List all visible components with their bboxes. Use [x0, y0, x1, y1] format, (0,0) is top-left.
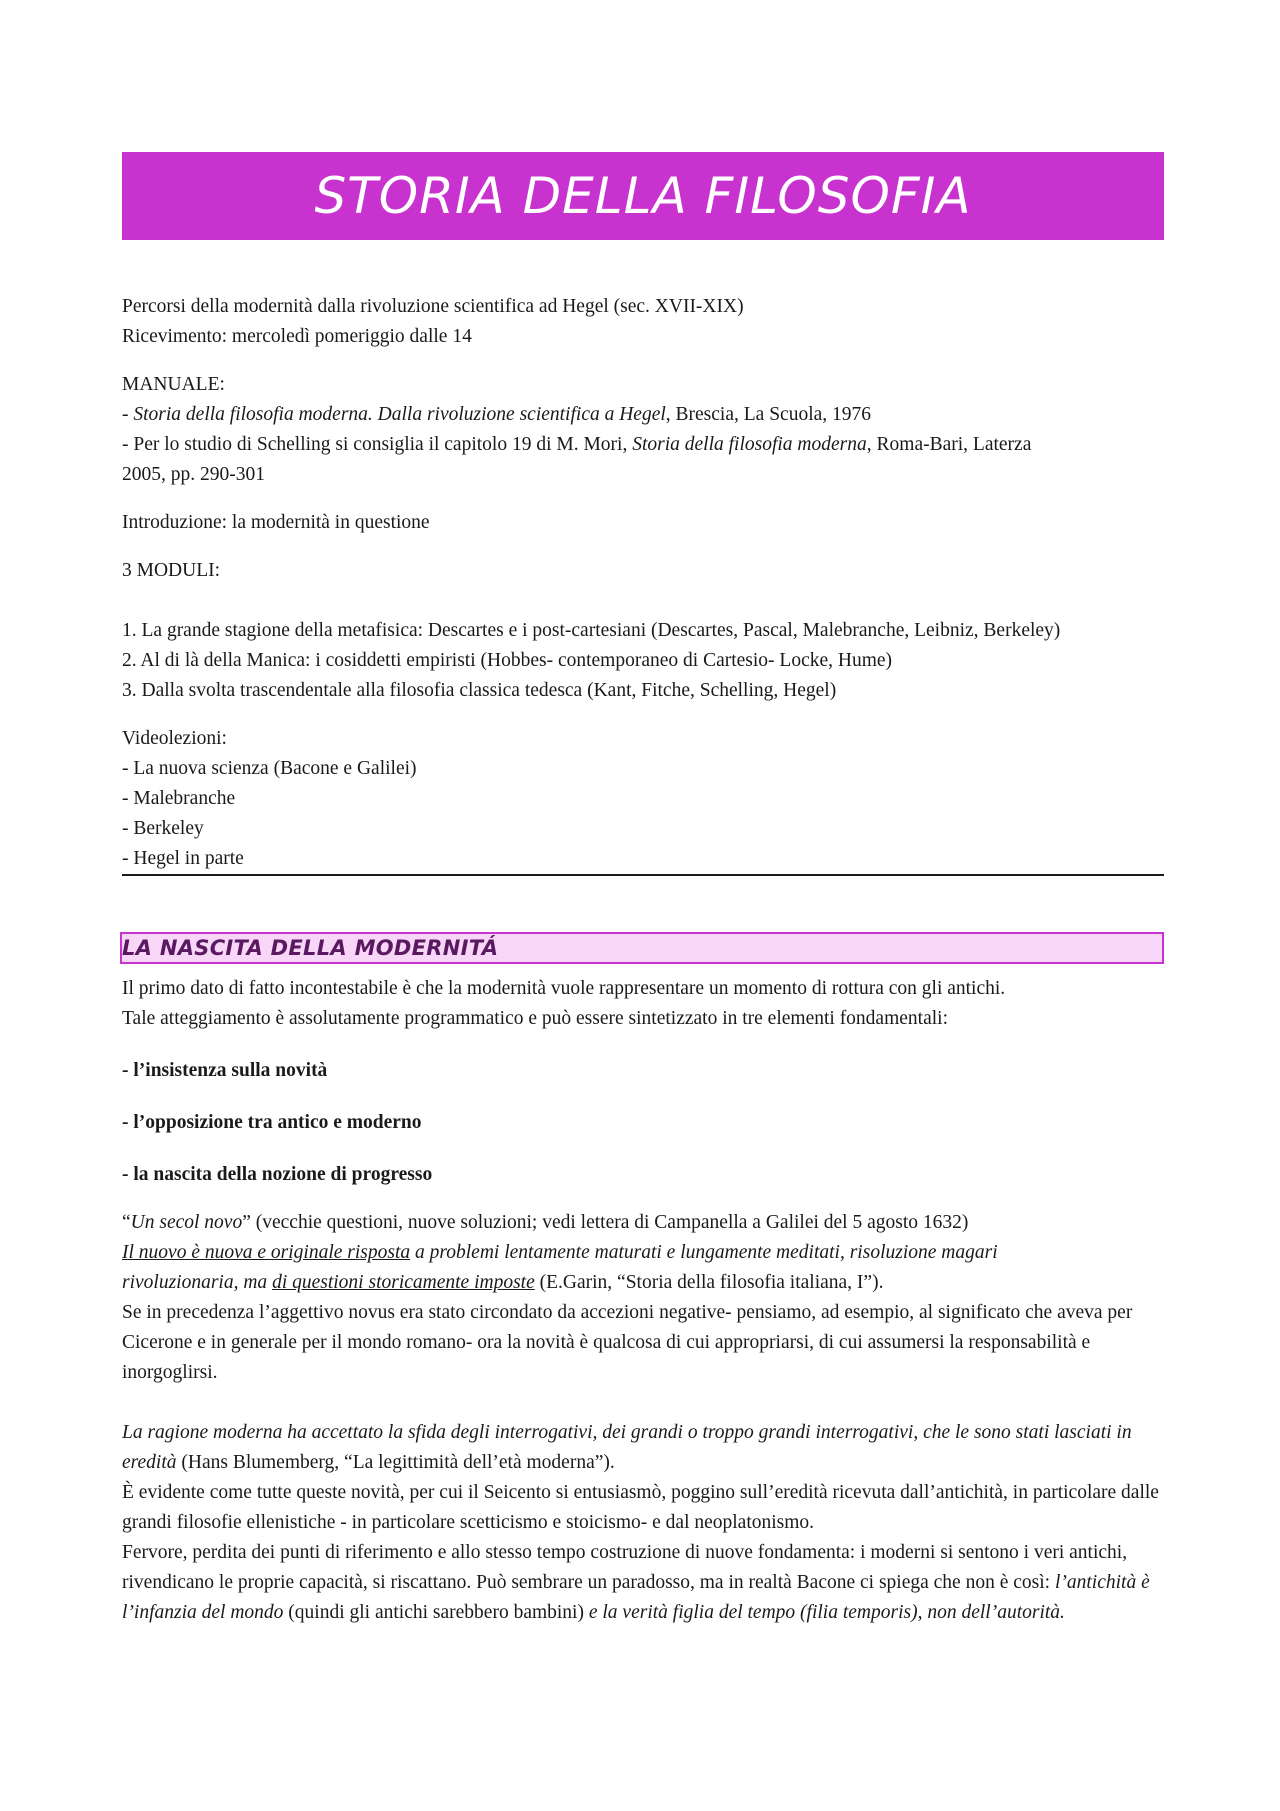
paragraph: È evidente come tutte queste novità, per cui il Seicento si entusiasmò, poggino sull’eredità ricevuta dall’antichità, in particolare dalle grandi filosofie ellenistiche - in particolare scetticismo e stoicismo- e dal neoplatonismo. [122, 1482, 1159, 1533]
intro-line: Percorsi della modernità dalla rivoluzione scientifica ad Hegel (sec. XVII-XIX) [122, 296, 744, 317]
quote: rivoluzionaria, ma [122, 1272, 273, 1293]
paragraph [122, 1418, 1164, 1478]
section-heading: LA NASCITA DELLA MODERNITÁ [122, 936, 499, 960]
modulo-item: 3. Dalla svolta trascendentale alla filosofia classica tedesca (Kant, Fitche, Schelling, Hegel) [122, 680, 837, 701]
paragraph [122, 1238, 1164, 1298]
paragraph [122, 1538, 1164, 1628]
intro-line: Ricevimento: mercoledì pomeriggio dalle 14 [122, 326, 472, 347]
quote: Un secol novo [130, 1212, 243, 1233]
manuale-item [122, 400, 1164, 430]
text-run: (E.Garin, “Storia della filosofia italiana, I”). [534, 1272, 884, 1293]
text-run: , Brescia, La Scuola, 1976 [665, 404, 872, 425]
paragraph [122, 1208, 1164, 1238]
text-run: 2005, pp. 290-301 [122, 464, 265, 485]
videolezione-item: - Malebranche [122, 788, 236, 809]
quote-underlined: di questioni storicamente imposte [272, 1272, 535, 1293]
text-run: , Roma-Bari, Laterza [866, 434, 1032, 455]
document-page [122, 152, 1164, 1628]
title-banner [122, 152, 1164, 240]
videolezione-item: - Berkeley [122, 818, 204, 839]
text-run: - Per lo studio di Schelling si consiglia il capitolo 19 di M. Mori, [122, 434, 633, 455]
book-title: Storia della filosofia moderna. Dalla rivoluzione scientifica a Hegel [133, 404, 666, 425]
quote: La ragione moderna ha accettato la sfida degli interrogativi, dei grandi o troppo grandi interrogativi, che le sono stati lasciati in eredità [122, 1422, 1132, 1473]
videolezione-item: - Hegel in parte [122, 848, 244, 869]
introduzione-line: Introduzione: la modernità in questione [122, 512, 430, 533]
book-title: Storia della filosofia moderna [632, 434, 867, 455]
key-point: - l’opposizione tra antico e moderno [122, 1112, 422, 1133]
document-title: STORIA DELLA FILOSOFIA [314, 167, 972, 225]
text-run: ” (vecchie questioni, nuove soluzioni; vedi lettera di Campanella a Galilei del 5 agosto 1632) [242, 1212, 969, 1233]
quote: l’antichità è l’infanzia del mondo [122, 1572, 1150, 1623]
paragraph: Tale atteggiamento è assolutamente programmatico e può essere sintetizzato in tre elementi fondamentali: [122, 1008, 948, 1029]
quote: a problemi lentamente maturati e lungamente meditati, risoluzione magari [410, 1242, 998, 1263]
videolezioni-block [122, 724, 1164, 876]
text-run: - [122, 404, 134, 425]
modulo-item: 2. Al di là della Manica: i cosiddetti empiristi (Hobbes- contemporaneo di Cartesio- Locke, Hume) [122, 650, 893, 671]
videolezione-item: - La nuova scienza (Bacone e Galilei) [122, 758, 417, 779]
text-run: (Hans Blumemberg, “La legittimità dell’età moderna”). [176, 1452, 615, 1473]
modulo-item: 1. La grande stagione della metafisica: Descartes e i post-cartesiani (Descartes, Pascal, Malebranche, Leibniz, Berkeley) [122, 620, 1061, 641]
key-point: - l’insistenza sulla novità [122, 1060, 328, 1081]
text-run: Fervore, perdita dei punti di riferimento e allo stesso tempo costruzione di nuove fondamenta: i moderni si sentono i veri antichi, rivendicano le proprie capacità, si riscattano. Può sembrare un paradosso, ma in realtà Bacone ci spiega che non è così: [122, 1542, 1128, 1593]
text-run: “ [122, 1212, 131, 1233]
paragraph: Il primo dato di fatto incontestabile è che la modernità vuole rappresentare un momento di rottura con gli antichi. [122, 978, 1006, 999]
manuale-item [122, 430, 1164, 490]
moduli-heading: 3 MODULI: [122, 560, 221, 581]
quote: e la verità figlia del tempo (filia temporis), non dell’autorità. [588, 1602, 1065, 1623]
key-point: - la nascita della nozione di progresso [122, 1164, 433, 1185]
manuale-heading: MANUALE: [122, 374, 225, 395]
videolezioni-heading: Videolezioni: [122, 728, 227, 749]
quote-underlined: Il nuovo è nuova e originale risposta [122, 1242, 411, 1263]
section-heading-bar [120, 932, 1164, 964]
paragraph: Se in precedenza l’aggettivo novus era stato circondato da accezioni negative- pensiamo, ad esempio, al significato che aveva per Cicerone e in generale per il mondo romano- ora la novità è qualcosa di cui appropriarsi, di cui assumersi la responsabilità e inorgoglirsi. [122, 1302, 1133, 1383]
text-run: (quindi gli antichi sarebbero bambini) [283, 1602, 589, 1623]
